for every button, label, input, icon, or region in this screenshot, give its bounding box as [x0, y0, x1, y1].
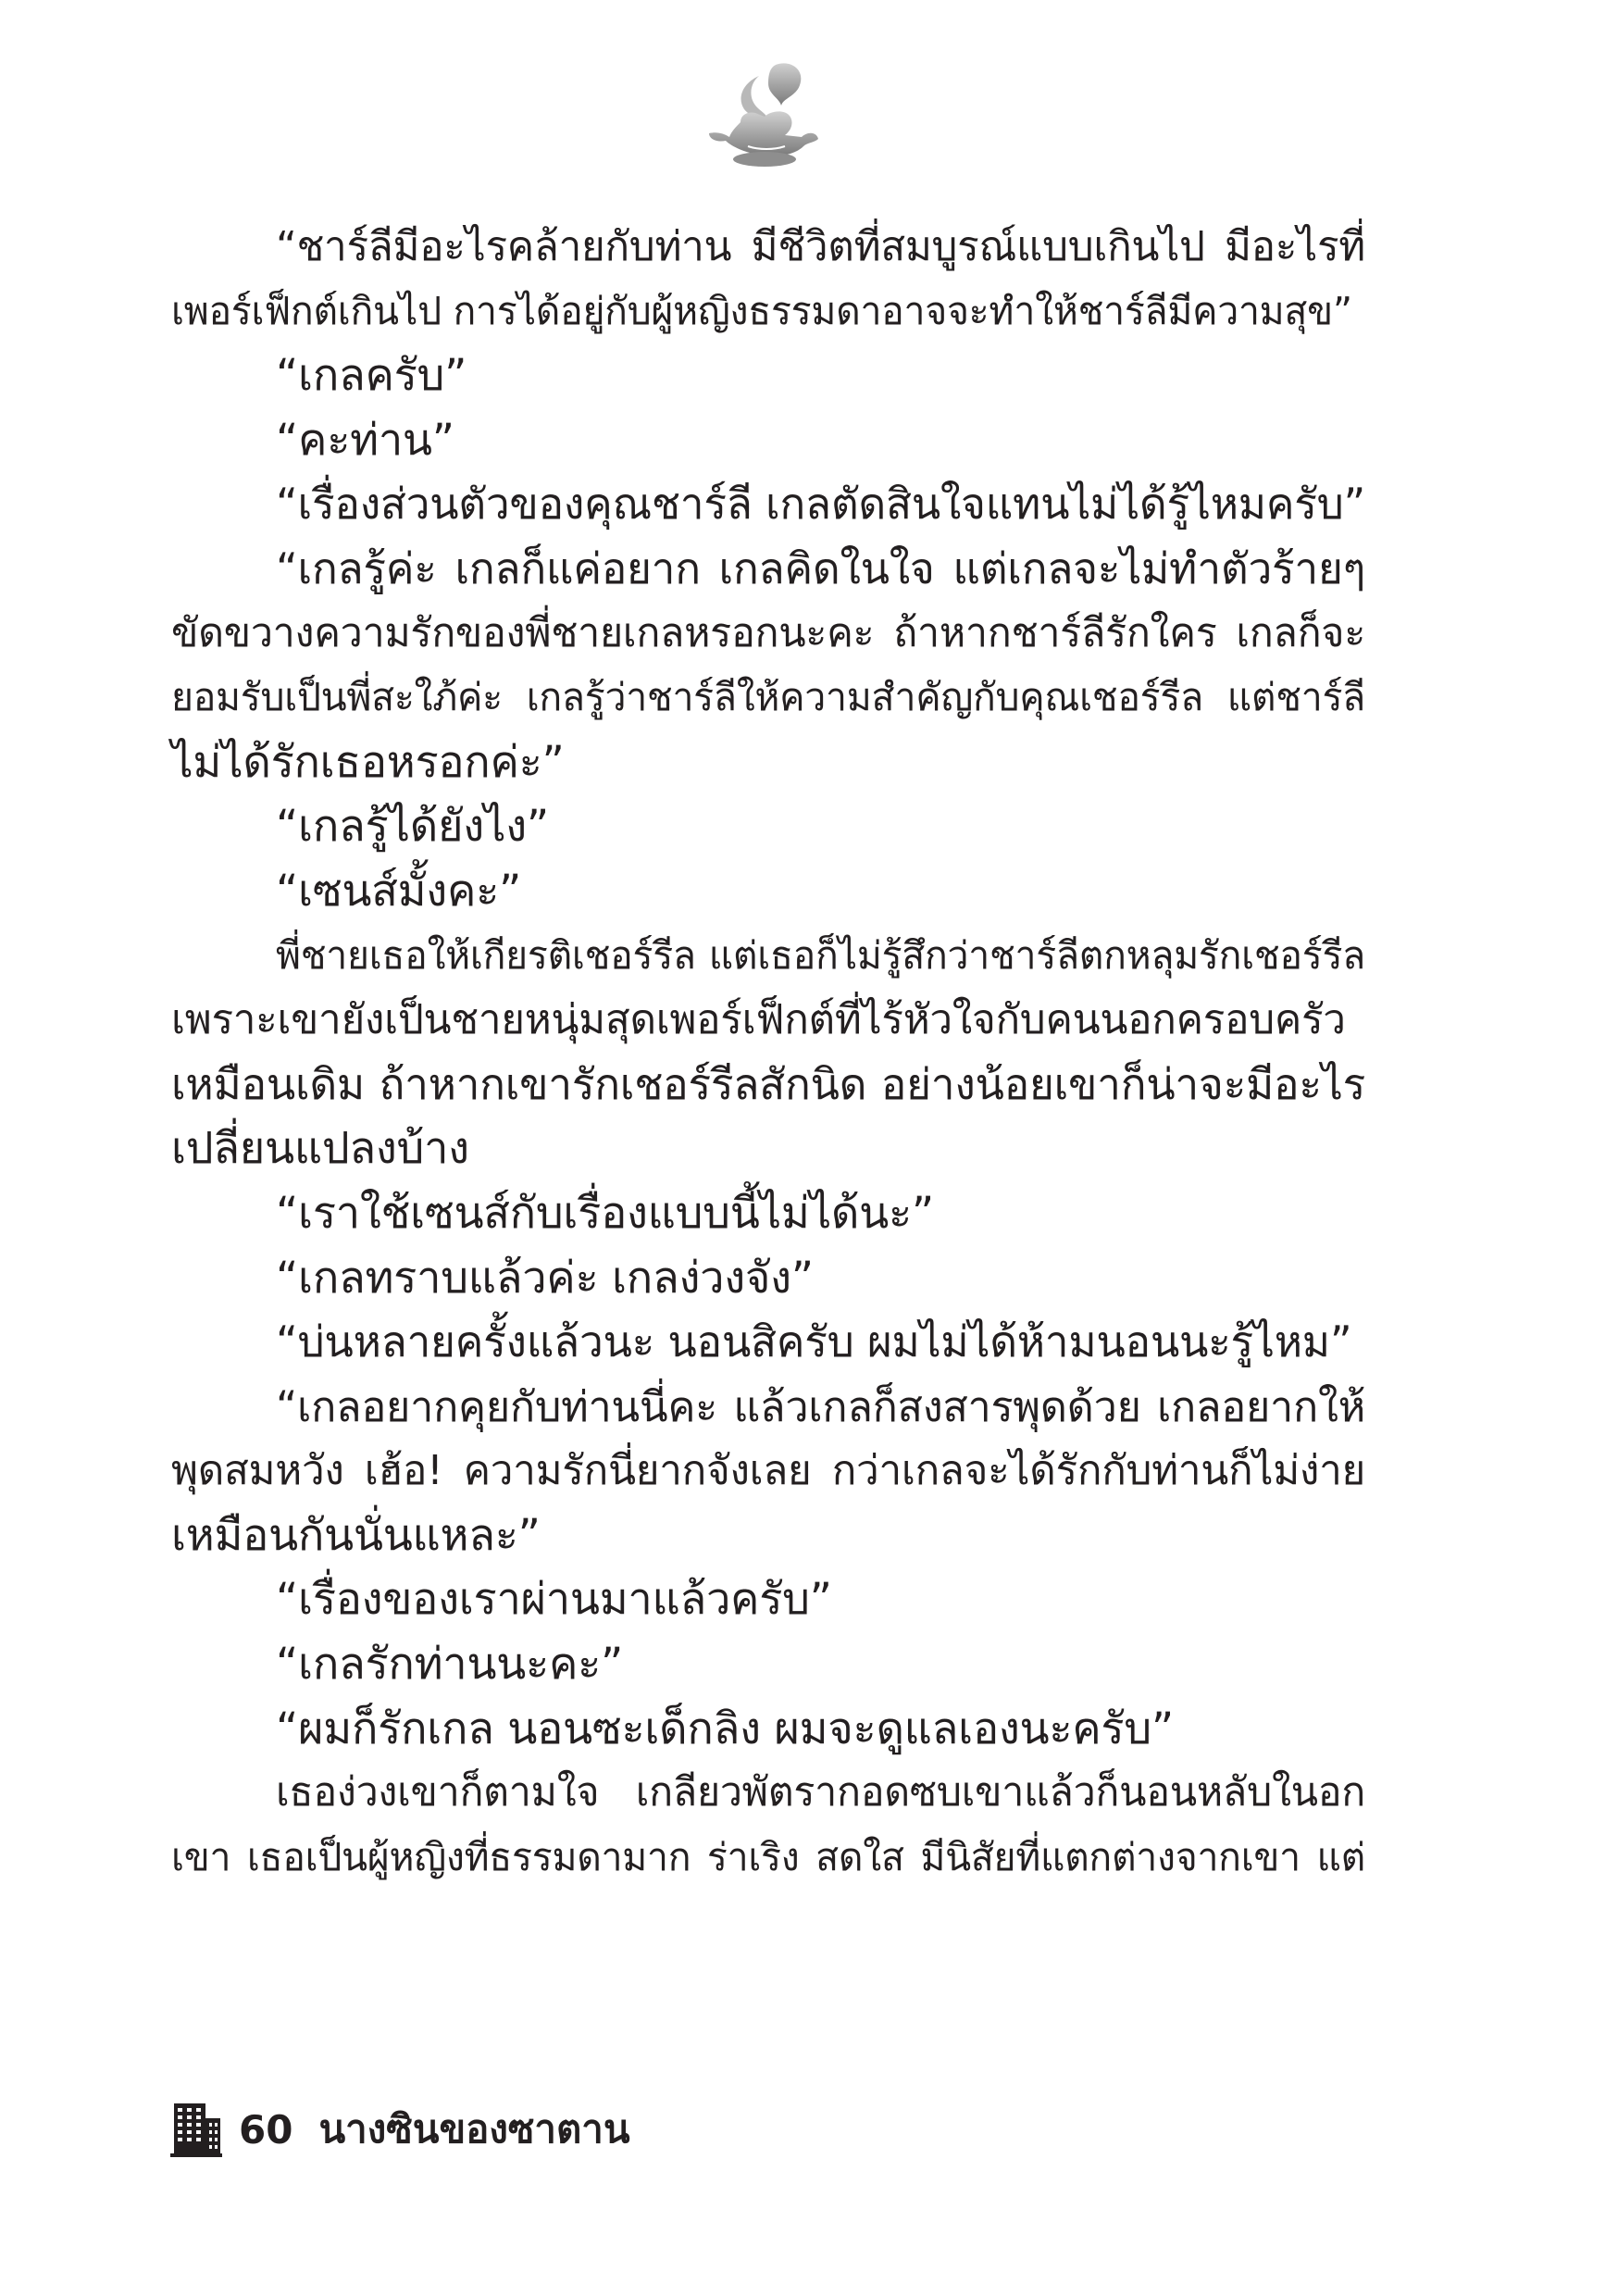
text-line: “เกลอยากคุยกับท่านนี่คะ แล้วเกลก็สงสารพุดด้วย เกลอยากให้: [276, 1381, 1365, 1431]
text-line: “เกลครับ”: [276, 350, 467, 402]
page-number: 60: [239, 2106, 293, 2152]
book-title: นางซินของซาตาน: [318, 2106, 630, 2152]
text-line: “เกลรู้ได้ยังไง”: [276, 801, 549, 853]
text-line: ขัดขวางความรักของพี่ชายเกลหรอกนะคะ ถ้าหากชาร์ลีรักใคร เกลก็จะ: [171, 609, 1365, 656]
text-line: เพอร์เฟ็กต์เกินไป การได้อยู่กับผู้หญิงธรรมดาอาจจะทำให้ชาร์ลีมีความสุข”: [171, 288, 1352, 333]
text-line: เธอง่วงเขาก็ตามใจ เกลียวพัตรากอดซบเขาแล้วก็นอนหลับในอก: [276, 1769, 1365, 1816]
text-line: พี่ชายเธอให้เกียรติเชอร์รีล แต่เธอก็ไม่รู้สึกว่าชาร์ลีตกหลุมรักเชอร์รีล: [276, 932, 1365, 978]
text-line: “เราใช้เซนส์กับเรื่องแบบนี้ไม่ได้นะ”: [276, 1187, 934, 1239]
text-body: [171, 215, 1365, 1890]
text-line: เปลี่ยนแปลงบ้าง: [171, 1123, 469, 1175]
text-line: เขา เธอเป็นผู้หญิงที่ธรรมดามาก ร่าเริง สดใส มีนิสัยที่แตกต่างจากเขา แต่: [171, 1834, 1365, 1879]
text-line: “เกลรักท่านนะคะ”: [276, 1639, 624, 1691]
text-line: ยอมรับเป็นพี่สะใภ้ค่ะ เกลรู้ว่าชาร์ลีให้ความสำคัญกับคุณเชอร์รีล แต่ชาร์ลี: [171, 675, 1365, 720]
building-icon: [168, 2102, 224, 2157]
text-line: ไม่ได้รักเธอหรอกค่ะ”: [171, 736, 565, 788]
genie-lamp-icon: [703, 57, 824, 178]
text-line: “บ่นหลายครั้งแล้วนะ นอนสิครับ ผมไม่ได้ห้ามนอนนะรู้ไหม”: [276, 1316, 1352, 1367]
text-line: “เซนส์มั้งคะ”: [276, 865, 522, 917]
text-line: “เกลรู้ค่ะ เกลก็แค่อยาก เกลคิดในใจ แต่เกลจะไม่ทำตัวร้ายๆ: [276, 543, 1365, 593]
page-footer: [168, 2100, 630, 2159]
text-line: เพราะเขายังเป็นชายหนุ่มสุดเพอร์เฟ็กต์ที่ไร้หัวใจกับคนนอกครอบครัว: [171, 996, 1346, 1044]
text-line: “เรื่องของเราผ่านมาแล้วครับ”: [276, 1574, 832, 1626]
text-line: พุดสมหวัง เฮ้อ! ความรักนี่ยากจังเลย กว่าเกลจะได้รักกับท่านก็ไม่ง่าย: [171, 1447, 1365, 1495]
text-line: “เกลทราบแล้วค่ะ เกลง่วงจัง”: [276, 1252, 814, 1304]
text-line: “ผมก็รักเกล นอนซะเด็กลิง ผมจะดูแลเองนะครับ”: [276, 1703, 1174, 1754]
text-line: “ชาร์ลีมีอะไรคล้ายกับท่าน มีชีวิตที่สมบูรณ์แบบเกินไป มีอะไรที่: [276, 223, 1365, 270]
text-line: เหมือนกันนั่นแหละ”: [171, 1509, 541, 1561]
text-line: “เรื่องส่วนตัวของคุณชาร์ลี เกลตัดสินใจแทนไม่ได้รู้ไหมครับ”: [276, 479, 1366, 530]
text-line: “คะท่าน”: [276, 414, 454, 466]
text-line: เหมือนเดิม ถ้าหากเขารักเชอร์รีลสักนิด อย่างน้อยเขาก็น่าจะมีอะไร: [171, 1058, 1365, 1109]
